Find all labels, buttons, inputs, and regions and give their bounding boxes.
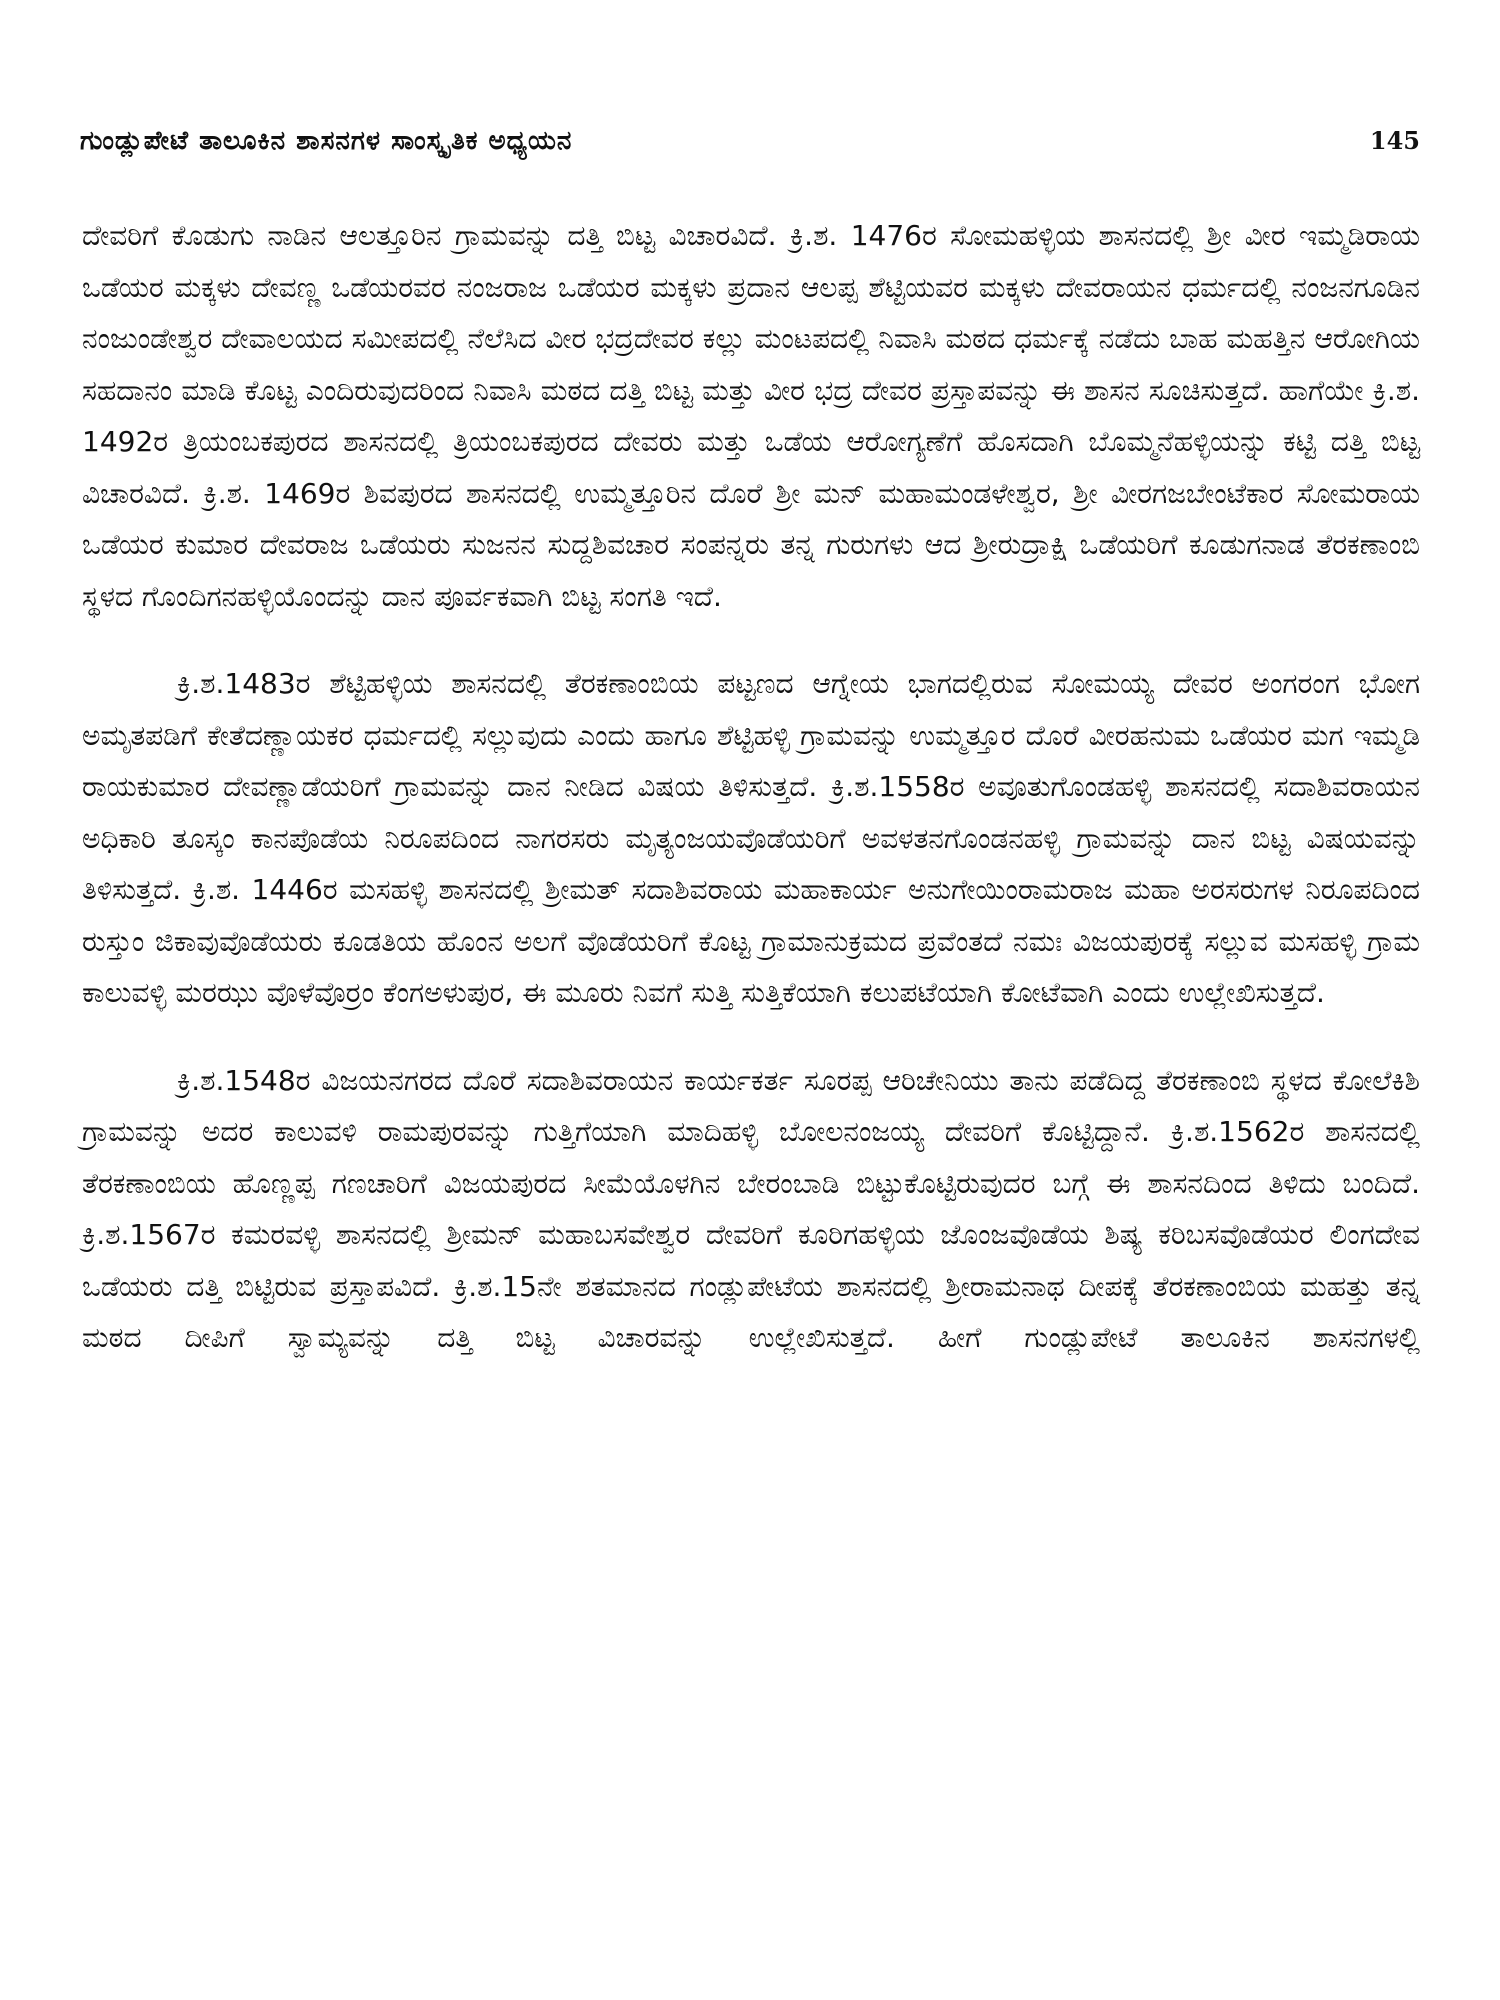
paragraph-1: ದೇವರಿಗೆ ಕೊಡುಗು ನಾಡಿನ ಆಲತ್ತೂರಿನ ಗ್ರಾಮವನ್ನು ದತ್ತಿ ಬಿಟ್ಟ ವಿಚಾರವಿದೆ. ಕ್ರಿ.ಶ. 1476ರ ಸೋಮಹಳ್ಳಿಯ ಶಾಸನದಲ್ಲಿ ಶ್ರೀ ವೀರ ಇಮ್ಮಡಿರಾಯ ಒಡೆಯರ ಮಕ್ಕಳು ದೇವಣ್ಣ ಒಡೆಯರವರ ನಂಜರಾಜ ಒಡೆಯರ ಮಕ್ಕಳು ಪ್ರದಾನ ಆಲಪ್ಪ ಶೆಟ್ಟಿಯವರ ಮಕ್ಕಳು ದೇವರಾಯನ ಧರ್ಮದಲ್ಲಿ ನಂಜನಗೂಡಿನ ನಂಜುಂಡೇಶ್ವರ ದೇವಾಲಯದ ಸಮೀಪದಲ್ಲಿ ನೆಲೆಸಿದ ವೀರ ಭದ್ರದೇವರ ಕಲ್ಲು ಮಂಟಪದಲ್ಲಿ ನಿವಾಸಿ ಮಠದ ಧರ್ಮಕ್ಕೆ ನಡೆದು ಬಾಹ ಮಹತ್ತಿನ ಆರೋಗಿಯ ಸಹದಾನಂ ಮಾಡಿ ಕೊಟ್ಟ ಎಂದಿರುವುದರಿಂದ ನಿವಾಸಿ ಮಠದ ದತ್ತಿ ಬಿಟ್ಟ ಮತ್ತು ವೀರ ಭದ್ರ ದೇವರ ಪ್ರಸ್ತಾಪವನ್ನು ಈ ಶಾಸನ ಸೂಚಿಸುತ್ತದೆ. ಹಾಗೆಯೇ ಕ್ರಿ.ಶ. 1492ರ ತ್ರಿಯಂಬಕಪುರದ ಶಾಸನದಲ್ಲಿ ತ್ರಿಯಂಬಕಪುರದ ದೇವರು ಮತ್ತು ಒಡೆಯ ಆರೋಗ್ಯಣೆಗೆ ಹೊಸದಾಗಿ ಬೊಮ್ಮನೆಹಳ್ಳಿಯನ್ನು ಕಟ್ಟಿ ದತ್ತಿ ಬಿಟ್ಟ ವಿಚಾರವಿದೆ. ಕ್ರಿ.ಶ. 1469ರ ಶಿವಪುರದ ಶಾಸನದಲ್ಲಿ ಉಮ್ಮತ್ತೂರಿನ ದೊರೆ ಶ್ರೀ ಮನ್ ಮಹಾಮಂಡಳೇಶ್ವರ, ಶ್ರೀ ವೀರಗಜಬೇಂಟೆಕಾರ ಸೋಮರಾಯ ಒಡೆಯರ ಕುಮಾರ ದೇವರಾಜ ಒಡೆಯರು ಸುಜನನ ಸುದ್ದಶಿವಚಾರ ಸಂಪನ್ನರು ತನ್ನ ಗುರುಗಳು ಆದ ಶ್ರೀರುದ್ರಾಕ್ಷಿ ಒಡೆಯರಿಗೆ ಕೂಡುಗನಾಡ ತೆರಕಣಾಂಬಿ ಸ್ಥಳದ ಗೊಂದಿಗನಹಳ್ಳಿಯೊಂದನ್ನು ದಾನ ಪೂರ್ವಕವಾಗಿ ಬಿಟ್ಟ ಸಂಗತಿ ಇದೆ. xyxy=(82,219,1420,613)
paragraph-2: ಕ್ರಿ.ಶ.1483ರ ಶೆಟ್ಟಿಹಳ್ಳಿಯ ಶಾಸನದಲ್ಲಿ ತೆರಕಣಾಂಬಿಯ ಪಟ್ಟಣದ ಆಗ್ನೇಯ ಭಾಗದಲ್ಲಿರುವ ಸೋಮಯ್ಯ ದೇವರ ಅಂಗರಂಗ ಭೋಗ ಅಮೃತಪಡಿಗೆ ಕೇತೆದಣ್ಣಾಯಕರ ಧರ್ಮದಲ್ಲಿ ಸಲ್ಲುವುದು ಎಂದು ಹಾಗೂ ಶೆಟ್ಟಿಹಳ್ಳಿ ಗ್ರಾಮವನ್ನು ಉಮ್ಮತ್ತೂರ ದೊರೆ ವೀರಹನುಮ ಒಡೆಯರ ಮಗ ಇಮ್ಮಡಿ ರಾಯಕುಮಾರ ದೇವಣ್ಣಾಡೆಯರಿಗೆ ಗ್ರಾಮವನ್ನು ದಾನ ನೀಡಿದ ವಿಷಯ ತಿಳಿಸುತ್ತದೆ. ಕ್ರಿ.ಶ.1558ರ ಅವೂತುಗೊಂಡಹಳ್ಳಿ ಶಾಸನದಲ್ಲಿ ಸದಾಶಿವರಾಯನ ಅಧಿಕಾರಿ ತೂಸ್ಕಂ ಕಾನಪೊಡೆಯ ನಿರೂಪದಿಂದ ನಾಗರಸರು ಮೃತ್ಯಂಜಯವೊಡೆಯರಿಗೆ ಅವಳತನಗೊಂಡನಹಳ್ಳಿ ಗ್ರಾಮವನ್ನು ದಾನ ಬಿಟ್ಟ ವಿಷಯವನ್ನು ತಿಳಿಸುತ್ತದೆ. ಕ್ರಿ.ಶ. 1446ರ ಮಸಹಳ್ಳಿ ಶಾಸನದಲ್ಲಿ ಶ್ರೀಮತ್ ಸದಾಶಿವರಾಯ ಮಹಾಕಾರ್ಯ ಅನುಗೇಯಿಂರಾಮರಾಜ ಮಹಾ ಅರಸರುಗಳ ನಿರೂಪದಿಂದ ರುಸ್ತುಂ ಜಿಕಾವುವೊಡೆಯರು ಕೂಡತಿಯ ಹೊಂನ ಅಲಗೆ ವೊಡೆಯರಿಗೆ ಕೊಟ್ಟ ಗ್ರಾಮಾನುಕ್ರಮದ ಪ್ರವೆಂತದೆ ನಮಃ ವಿಜಯಪುರಕ್ಕೆ ಸಲ್ಲುವ ಮಸಹಳ್ಳಿ ಗ್ರಾಮ ಕಾಲುವಳ್ಳಿ ಮರಝು ವೊಳೆವೊರ್ರಂ ಕೆಂಗಅಳುಪುರ, ಈ ಮೂರು ನಿವಗೆ ಸುತ್ತಿ ಸುತ್ತಿಕೆಯಾಗಿ ಕಲುಪಟೆಯಾಗಿ ಕೋಟೆವಾಗಿ ಎಂದು ಉಲ್ಲೇಖಿಸುತ್ತದೆ. xyxy=(82,667,1420,1009)
body-text xyxy=(82,210,1420,1364)
running-header xyxy=(80,126,1420,166)
page-number: 145 xyxy=(1369,126,1420,155)
header-title: ಗುಂಡ್ಲುಪೇಟೆ ತಾಲೂಕಿನ ಶಾಸನಗಳ ಸಾಂಸ್ಕೃತಿಕ ಅಧ್ಯಯನ xyxy=(80,126,573,156)
paragraph-3: ಕ್ರಿ.ಶ.1548ರ ವಿಜಯನಗರದ ದೊರೆ ಸದಾಶಿವರಾಯನ ಕಾರ್ಯಕರ್ತ ಸೂರಪ್ಪ ಆರಿಚೇನಿಯು ತಾನು ಪಡೆದಿದ್ದ ತೆರಕಣಾಂಬಿ ಸ್ಥಳದ ಕೋಲೆಕಿಶಿ ಗ್ರಾಮವನ್ನು ಅದರ ಕಾಲುವಳಿ ರಾಮಪುರವನ್ನು ಗುತ್ತಿಗೆಯಾಗಿ ಮಾದಿಹಳ್ಳಿ ಬೋಲನಂಜಯ್ಯ ದೇವರಿಗೆ ಕೊಟ್ಟಿದ್ದಾನೆ. ಕ್ರಿ.ಶ.1562ರ ಶಾಸನದಲ್ಲಿ ತೆರಕಣಾಂಬಿಯ ಹೊಣ್ಣಪ್ಪ ಗಣಚಾರಿಗೆ ವಿಜಯಪುರದ ಸೀಮೆಯೊಳಗಿನ ಬೇರಂಬಾಡಿ ಬಿಟ್ಟುಕೊಟ್ಟಿರುವುದರ ಬಗ್ಗೆ ಈ ಶಾಸನದಿಂದ ತಿಳಿದು ಬಂದಿದೆ. ಕ್ರಿ.ಶ.1567ರ ಕಮರವಳ್ಳಿ ಶಾಸನದಲ್ಲಿ ಶ್ರೀಮನ್ ಮಹಾಬಸವೇಶ್ವರ ದೇವರಿಗೆ ಕೂರಿಗಹಳ್ಳಿಯ ಜೊಂಜವೊಡೆಯ ಶಿಷ್ಯ ಕರಿಬಸವೊಡೆಯರ ಲಿಂಗದೇವ ಒಡೆಯರು ದತ್ತಿ ಬಿಟ್ಟಿರುವ ಪ್ರಸ್ತಾಪವಿದೆ. ಕ್ರಿ.ಶ.15ನೇ ಶತಮಾನದ ಗಂಡ್ಲುಪೇಟೆಯ ಶಾಸನದಲ್ಲಿ ಶ್ರೀರಾಮನಾಥ ದೀಪಕ್ಕೆ ತೆರಕಣಾಂಬಿಯ ಮಹತ್ತು ತನ್ನ ಮಠದ ದೀಪಿಗೆ ಸ್ವಾಮ್ಯವನ್ನು ದತ್ತಿ ಬಿಟ್ಟ ವಿಚಾರವನ್ನು ಉಲ್ಲೇಖಿಸುತ್ತದೆ. ಹೀಗೆ ಗುಂಡ್ಲುಪೇಟೆ ತಾಲೂಕಿನ ಶಾಸನಗಳಲ್ಲಿ xyxy=(82,1063,1420,1354)
